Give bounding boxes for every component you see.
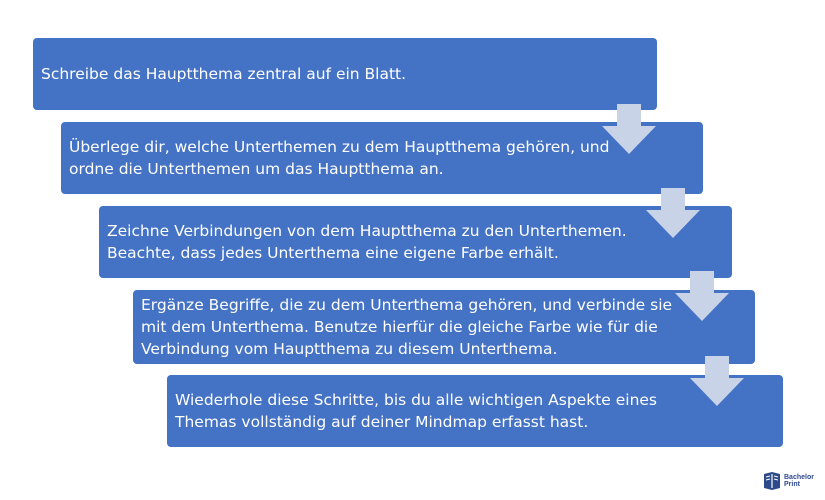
- down-arrow-icon: [602, 104, 656, 154]
- book-icon: [763, 471, 781, 491]
- logo-text-line1: Bachelor: [784, 474, 814, 481]
- step-text-3: Zeichne Verbindungen von dem Hauptthema zu den Unterthemen. Beachte, dass jedes Unterthema eine eigene Farbe erhält.: [107, 222, 627, 262]
- down-arrow-icon: [690, 356, 744, 406]
- step-text-5: Wiederhole diese Schritte, bis du alle wichtigen Aspekte eines Themas vollständig auf deiner Mindmap erfasst hast.: [175, 391, 658, 431]
- step-box-3: [99, 206, 732, 278]
- step-text-2: Überlege dir, welche Unterthemen zu dem Hauptthema gehören, und ordne die Unterthemen um das Hauptthema an.: [69, 138, 610, 178]
- step-text-4: Ergänze Begriffe, die zu dem Unterthema gehören, und verbinde sie mit dem Unterthema. Benutze hierfür die gleiche Farbe wie für die Verbindung vom Hauptthema zu diesem Unterthema.: [141, 296, 673, 358]
- down-arrow-icon: [646, 188, 700, 238]
- step-box-1: [33, 38, 657, 110]
- step-box-4: [133, 290, 755, 364]
- logo-text-line2: Print: [784, 481, 800, 488]
- down-arrow-icon: [675, 271, 729, 321]
- step-text-1: Schreibe das Hauptthema zentral auf ein Blatt.: [41, 65, 407, 83]
- bachelorprint-logo: [763, 470, 814, 492]
